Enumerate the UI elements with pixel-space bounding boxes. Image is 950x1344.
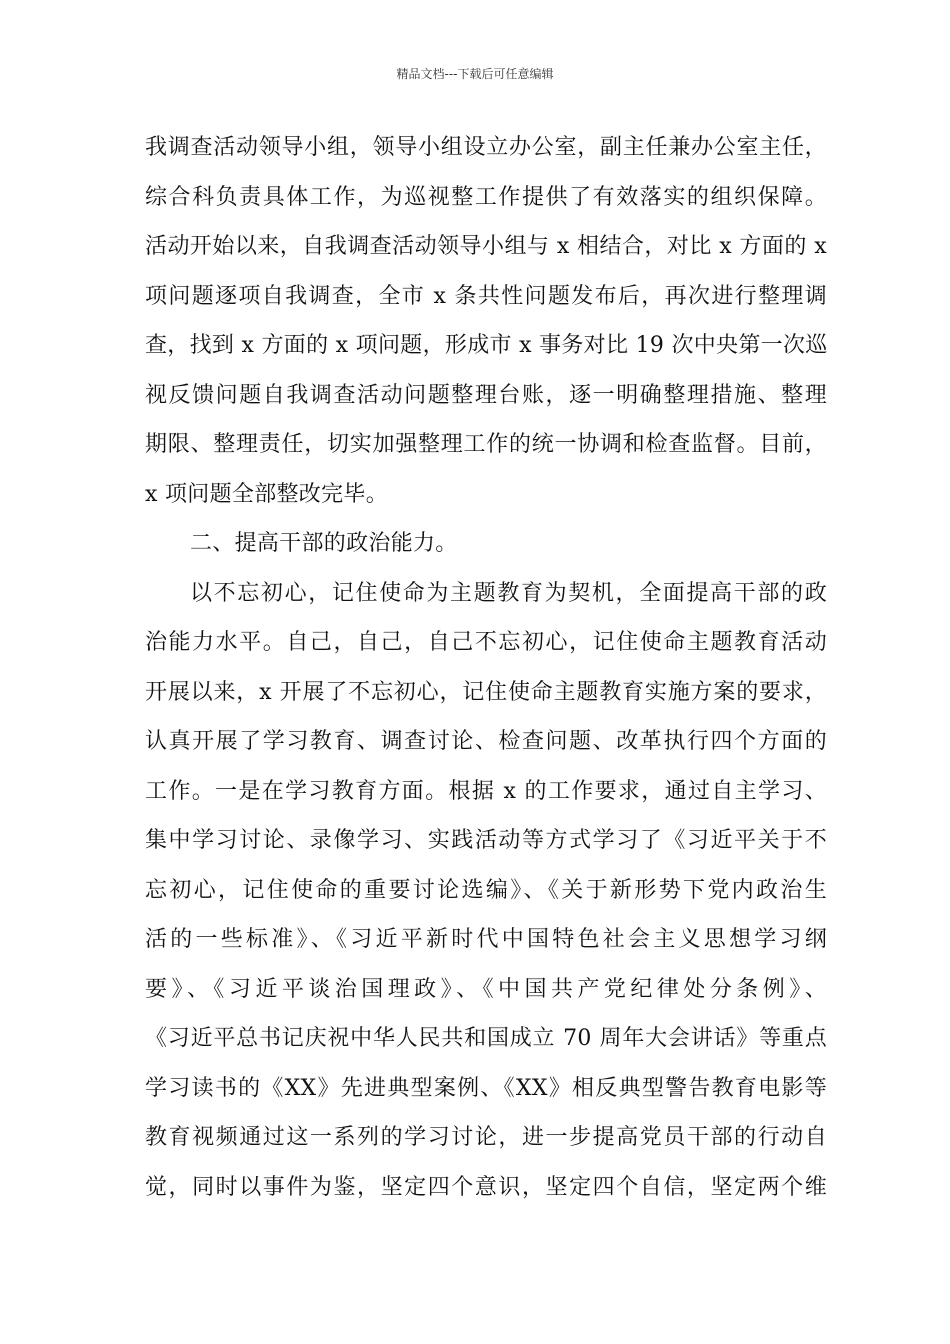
- text-line: x 项问题全部整改完毕。: [145, 481, 389, 507]
- text-line: 忘初心，记住使命的重要讨论选编》、《关于新形势下党内政治生: [145, 877, 827, 903]
- text-line: 综合科负责具体工作，为巡视整工作提供了有效落实的组织保障。: [145, 184, 827, 210]
- text-line: 要》、《习近平谈治国理政》、《中国共产党纪律处分条例》、: [145, 976, 827, 1002]
- section-heading: 二、提高干部的政治能力。: [190, 531, 458, 556]
- text-line: 期限、整理责任，切实加强整理工作的统一协调和检查监督。目前，: [145, 432, 827, 457]
- text-line: 治能力水平。自己，自己，自己不忘初心，记住使命主题教育活动: [145, 630, 827, 655]
- text-line: 学习读书的《XX》先进典型案例、《XX》相反典型警告教育电影等: [145, 1075, 827, 1101]
- text-line: 活的一些标准》、《习近平新时代中国特色社会主义思想学习纲: [145, 927, 827, 952]
- page-header: 精品文档---下载后可任意编辑: [396, 67, 554, 81]
- text-line: 活动开始以来，自我调查活动领导小组与 x 相结合，对比 x 方面的 x: [145, 234, 827, 259]
- text-line: 《习近平总书记庆祝中华人民共和国成立 70 周年大会讲话》等重点: [145, 1026, 827, 1051]
- text-line: 教育视频通过这一系列的学习讨论，进一步提高党员干部的行动自: [145, 1125, 827, 1150]
- text-line: 以不忘初心，记住使命为主题教育为契机，全面提高干部的政: [190, 580, 827, 606]
- text-line: 觉，同时以事件为鉴，坚定四个意识，坚定四个自信，坚定两个维: [145, 1174, 827, 1200]
- text-line: 查，找到 x 方面的 x 项问题，形成市 x 事务对比 19 次中央第一次巡: [145, 333, 828, 358]
- text-line: 认真开展了学习教育、调查讨论、检查问题、改革执行四个方面的: [145, 729, 827, 754]
- text-line: 开展以来，x 开展了不忘初心，记住使命主题教育实施方案的要求，: [145, 679, 827, 705]
- document-body: [145, 128, 827, 1217]
- text-line: 集中学习讨论、录像学习、实践活动等方式学习了《习近平关于不: [145, 828, 827, 853]
- text-line: 项问题逐项自我调查，全市 x 条共性问题发布后，再次进行整理调: [145, 283, 827, 309]
- text-line: 工作。一是在学习教育方面。根据 x 的工作要求，通过自主学习、: [145, 778, 827, 804]
- text-line: 我调查活动领导小组，领导小组设立办公室，副主任兼办公室主任，: [145, 135, 827, 160]
- text-line: 视反馈问题自我调查活动问题整理台账，逐一明确整理措施、整理: [145, 382, 827, 408]
